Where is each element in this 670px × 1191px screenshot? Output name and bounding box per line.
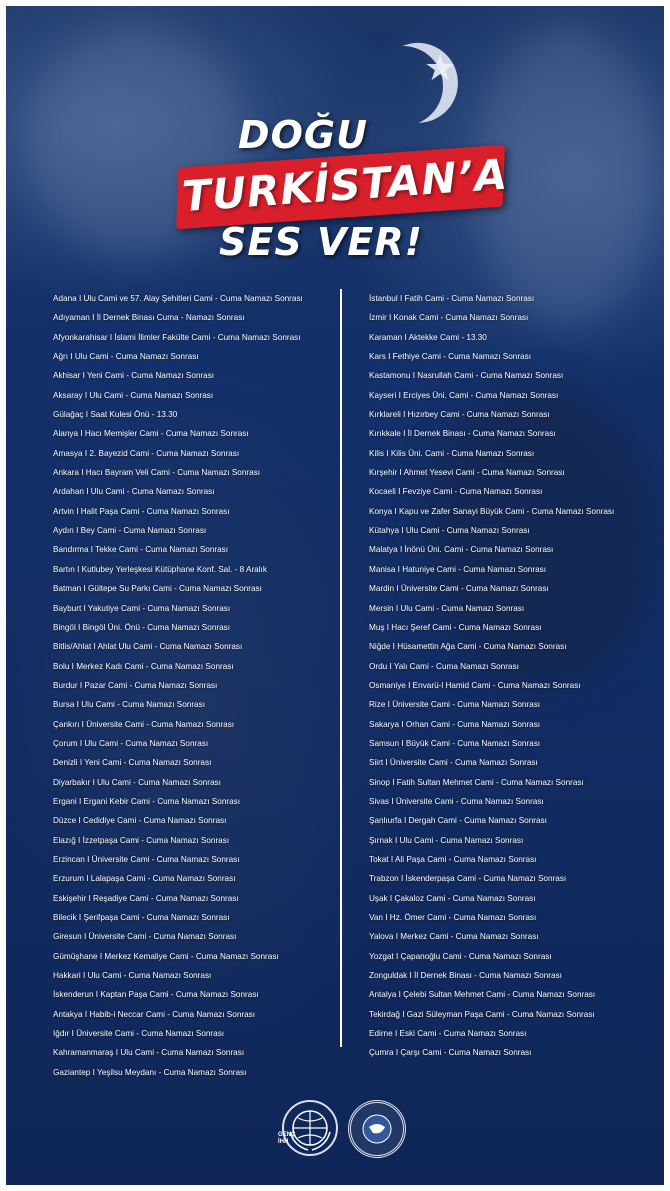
location-item: Sakarya I Orhan Cami - Cuma Namazı Sonrası xyxy=(369,719,541,729)
location-item: Kırklareli I Hızırbey Cami - Cuma Namazı Sonrası xyxy=(369,410,550,420)
location-item: Iğdır I Üniversite Cami - Cuma Namazı Sonrası xyxy=(53,1029,225,1039)
location-item: Düzce I Cedidiye Cami - Cuma Namazı Sonrası xyxy=(53,816,227,826)
location-item: Gümüşhane I Merkez Kemaliye Cami - Cuma Namazı Sonrası xyxy=(53,951,279,961)
column-divider xyxy=(340,289,342,1047)
star-icon: ★ xyxy=(424,47,457,88)
genc-ihh-logo xyxy=(282,1100,338,1156)
location-item: Bartın I Kutlubey Yerleşkesi Kütüphane Konf. Sal. - 8 Aralık xyxy=(53,564,267,574)
location-item: Karaman I Aktekke Cami - 13.30 xyxy=(369,332,487,342)
location-item: Alanya I Hacı Memişler Cami - Cuma Namazı Sonrası xyxy=(53,429,249,439)
location-item: Batman I Gültepe Su Parkı Cami - Cuma Namazı Sonrası xyxy=(53,584,262,594)
location-item: Rize I Üniversite Cami - Cuma Namazı Sonrası xyxy=(369,700,541,710)
location-item: Denizli I Yeni Cami - Cuma Namazı Sonrası xyxy=(53,758,212,768)
location-item: Bilecik I Şerifpaşa Cami - Cuma Namazı Sonrası xyxy=(53,913,230,922)
title-line-3: SES VER! xyxy=(219,220,423,264)
location-item: Bayburt I Yakutiye Cami - Cuma Namazı Sonrası xyxy=(53,603,231,613)
location-item: Antalya I Çelebi Sultan Mehmet Cami - Cuma Namazı Sonrası xyxy=(369,990,596,1000)
location-item: Burdur I Pazar Cami - Cuma Namazı Sonrası xyxy=(53,680,218,690)
ihh-caption-line1: GENÇ xyxy=(278,1132,296,1138)
location-item: Aksaray I Ulu Cami - Cuma Namazı Sonrası xyxy=(53,390,214,400)
location-item: Erzurum I Lalapaşa Cami - Cuma Namazı Sonrası xyxy=(53,874,236,884)
location-item: Osmaniye I Envarü-l Hamid Cami - Cuma Namazı Sonrası xyxy=(369,680,581,690)
location-item: Diyarbakır I Ulu Cami - Cuma Namazı Sonrası xyxy=(53,777,221,787)
location-item: Ordu I Yalı Cami - Cuma Namazı Sonrası xyxy=(369,661,519,671)
location-item: Şanlıurfa I Dergah Cami - Cuma Namazı Sonrası xyxy=(369,816,547,826)
location-item: Kırıkkale I İl Dernek Binası - Cuma Namazı Sonrası xyxy=(369,429,556,439)
right-column-list xyxy=(369,289,659,1063)
location-item: Giresun I Üniversite Cami - Cuma Namazı Sonrası xyxy=(53,932,237,942)
location-item: Aydın I Bey Cami - Cuma Namazı Sonrası xyxy=(53,526,207,536)
location-item: Çumra I Çarşı Cami - Cuma Namazı Sonrası xyxy=(369,1048,532,1058)
location-item: İzmir I Konak Cami - Cuma Namazı Sonrası xyxy=(369,313,529,323)
location-item: Adana I Ulu Cami ve 57. Alay Şehitleri Cami - Cuma Namazı Sonrası xyxy=(53,294,303,303)
location-item: Kahramanmaraş I Ulu Cami - Cuma Namazı Sonrası xyxy=(53,1048,245,1058)
location-item: Ardahan I Ulu Cami - Cuma Namazı Sonrası xyxy=(53,487,215,497)
location-item: Şırnak I Ulu Cami - Cuma Namazı Sonrası xyxy=(369,835,524,845)
location-item: İskenderun I Kaptan Paşa Cami - Cuma Namazı Sonrası xyxy=(53,990,259,1000)
location-item: Kilis I Kilis Üni. Cami - Cuma Namazı Sonrası xyxy=(369,448,535,458)
ihh-caption xyxy=(278,1132,318,1146)
location-item: Gülağaç I Saat Kulesi Önü - 13.30 xyxy=(53,410,178,420)
location-item: Bandırma I Tekke Cami - Cuma Namazı Sonrası xyxy=(53,545,229,555)
location-item: Sinop I Fatih Sultan Mehmet Cami - Cuma Namazı Sonrası xyxy=(369,777,584,787)
location-item: Manisa I Hatuniye Cami - Cuma Namazı Sonrası xyxy=(369,564,547,574)
location-item: Ergani I Ergani Kebir Cami - Cuma Namazı Sonrası xyxy=(53,796,241,806)
title-line-1: DOĞU xyxy=(238,113,368,157)
location-item: Çankırı I Üniversite Cami - Cuma Namazı Sonrası xyxy=(53,719,235,729)
location-item: Gaziantep I Yeşilsu Meydanı - Cuma Namazı Sonrası xyxy=(53,1067,247,1077)
location-item: Van I Hz. Ömer Cami - Cuma Namazı Sonrası xyxy=(369,913,537,922)
location-item: Hakkari I Ulu Cami - Cuma Namazı Sonrası xyxy=(53,971,212,981)
location-item: Eskişehir I Reşadiye Cami - Cuma Namazı Sonrası xyxy=(53,893,239,903)
location-item: Yalova I Merkez Cami - Cuma Namazı Sonrası xyxy=(369,932,539,942)
location-item: Amasya I 2. Bayezid Cami - Cuma Namazı Sonrası xyxy=(53,448,240,458)
location-item: Kayseri I Erciyes Üni. Cami - Cuma Namazı Sonrası xyxy=(369,390,559,400)
location-item: Konya I Kapu ve Zafer Sanayi Büyük Cami - Cuma Namazı Sonrası xyxy=(369,506,615,516)
location-item: Niğde I Hüsamettin Ağa Cami - Cuma Namazı Sonrası xyxy=(369,642,567,652)
location-item: Bingöl I Bingöl Üni. Önü - Cuma Namazı Sonrası xyxy=(53,622,231,632)
location-item: Uşak I Çakaloz Cami - Cuma Namazı Sonrası xyxy=(369,893,536,903)
association-seal-logo xyxy=(348,1100,406,1158)
location-item: Kırşehir I Ahmet Yesevi Cami - Cuma Namazı Sonrası xyxy=(369,468,565,478)
ihh-caption-line2: İHH xyxy=(278,1139,289,1145)
location-item: Kastamonu I Nasrullah Cami - Cuma Namazı Sonrası xyxy=(369,371,564,381)
location-item: Elazığ I İzzetpaşa Cami - Cuma Namazı Sonrası xyxy=(53,835,230,845)
location-item: İstanbul I Fatih Cami - Cuma Namazı Sonrası xyxy=(369,294,535,303)
location-item: Muş I Hacı Şeref Cami - Cuma Namazı Sonrası xyxy=(369,622,542,632)
location-item: Akhisar I Yeni Cami - Cuma Namazı Sonrası xyxy=(53,371,215,381)
location-item: Sivas I Üniversite Cami - Cuma Namazı Sonrası xyxy=(369,796,544,806)
location-item: Tekirdağ I Gazi Süleyman Paşa Cami - Cuma Namazı Sonrası xyxy=(369,1009,595,1019)
location-item: Ağrı I Ulu Cami - Cuma Namazı Sonrası xyxy=(53,352,199,362)
left-column-list xyxy=(53,289,333,1082)
location-item: Ankara I Hacı Bayram Veli Cami - Cuma Namazı Sonrası xyxy=(53,468,261,478)
title-line-2: TURKİSTAN’A xyxy=(180,149,510,222)
location-item: Kocaeli I Fevziye Cami - Cuma Namazı Sonrası xyxy=(369,487,543,497)
location-item: Afyonkarahisar I İslami İlimler Fakülte Cami - Cuma Namazı Sonrası xyxy=(53,332,301,342)
location-item: Samsun I Büyük Cami - Cuma Namazı Sonrası xyxy=(369,738,541,748)
location-item: Artvin I Halit Paşa Cami - Cuma Namazı Sonrası xyxy=(53,506,230,516)
location-item: Kars I Fethiye Cami - Cuma Namazı Sonrası xyxy=(369,352,531,362)
location-item: Malatya I İnönü Üni. Cami - Cuma Namazı Sonrası xyxy=(369,545,554,555)
location-item: Yozgat I Çapanoğlu Cami - Cuma Namazı Sonrası xyxy=(369,951,552,961)
location-item: Zonguldak I İl Dernek Binası - Cuma Namazı Sonrası xyxy=(369,971,562,981)
location-item: Bitlis/Ahlat I Ahlat Ulu Cami - Cuma Namazı Sonrası xyxy=(53,642,243,652)
location-item: Kütahya I Ulu Cami - Cuma Namazı Sonrası xyxy=(369,526,530,536)
location-item: Tokat I Ali Paşa Cami - Cuma Namazı Sonrası xyxy=(369,854,537,864)
location-item: Erzincan I Üniversite Cami - Cuma Namazı Sonrası xyxy=(53,854,240,864)
location-item: Bursa I Ulu Cami - Cuma Namazı Sonrası xyxy=(53,700,205,710)
location-item: Mersin I Ulu Cami - Cuma Namazı Sonrası xyxy=(369,603,525,613)
location-item: Antakya I Habib-i Neccar Cami - Cuma Namazı Sonrası xyxy=(53,1009,256,1019)
location-item: Siirt I Üniversite Cami - Cuma Namazı Sonrası xyxy=(369,758,538,768)
location-item: Mardin I Üniversite Cami - Cuma Namazı Sonrası xyxy=(369,584,549,594)
location-item: Çorum I Ulu Cami - Cuma Namazı Sonrası xyxy=(53,738,209,748)
poster xyxy=(6,6,664,1185)
location-item: Adıyaman I İl Dernek Binası Cuma - Namazı Sonrası xyxy=(53,313,245,323)
location-item: Trabzon I İskenderpaşa Cami - Cuma Namazı Sonrası xyxy=(369,874,567,884)
location-item: Bolu I Merkez Kadı Cami - Cuma Namazı Sonrası xyxy=(53,661,234,671)
location-item: Edirne I Eski Cami - Cuma Namazı Sonrası xyxy=(369,1029,527,1039)
